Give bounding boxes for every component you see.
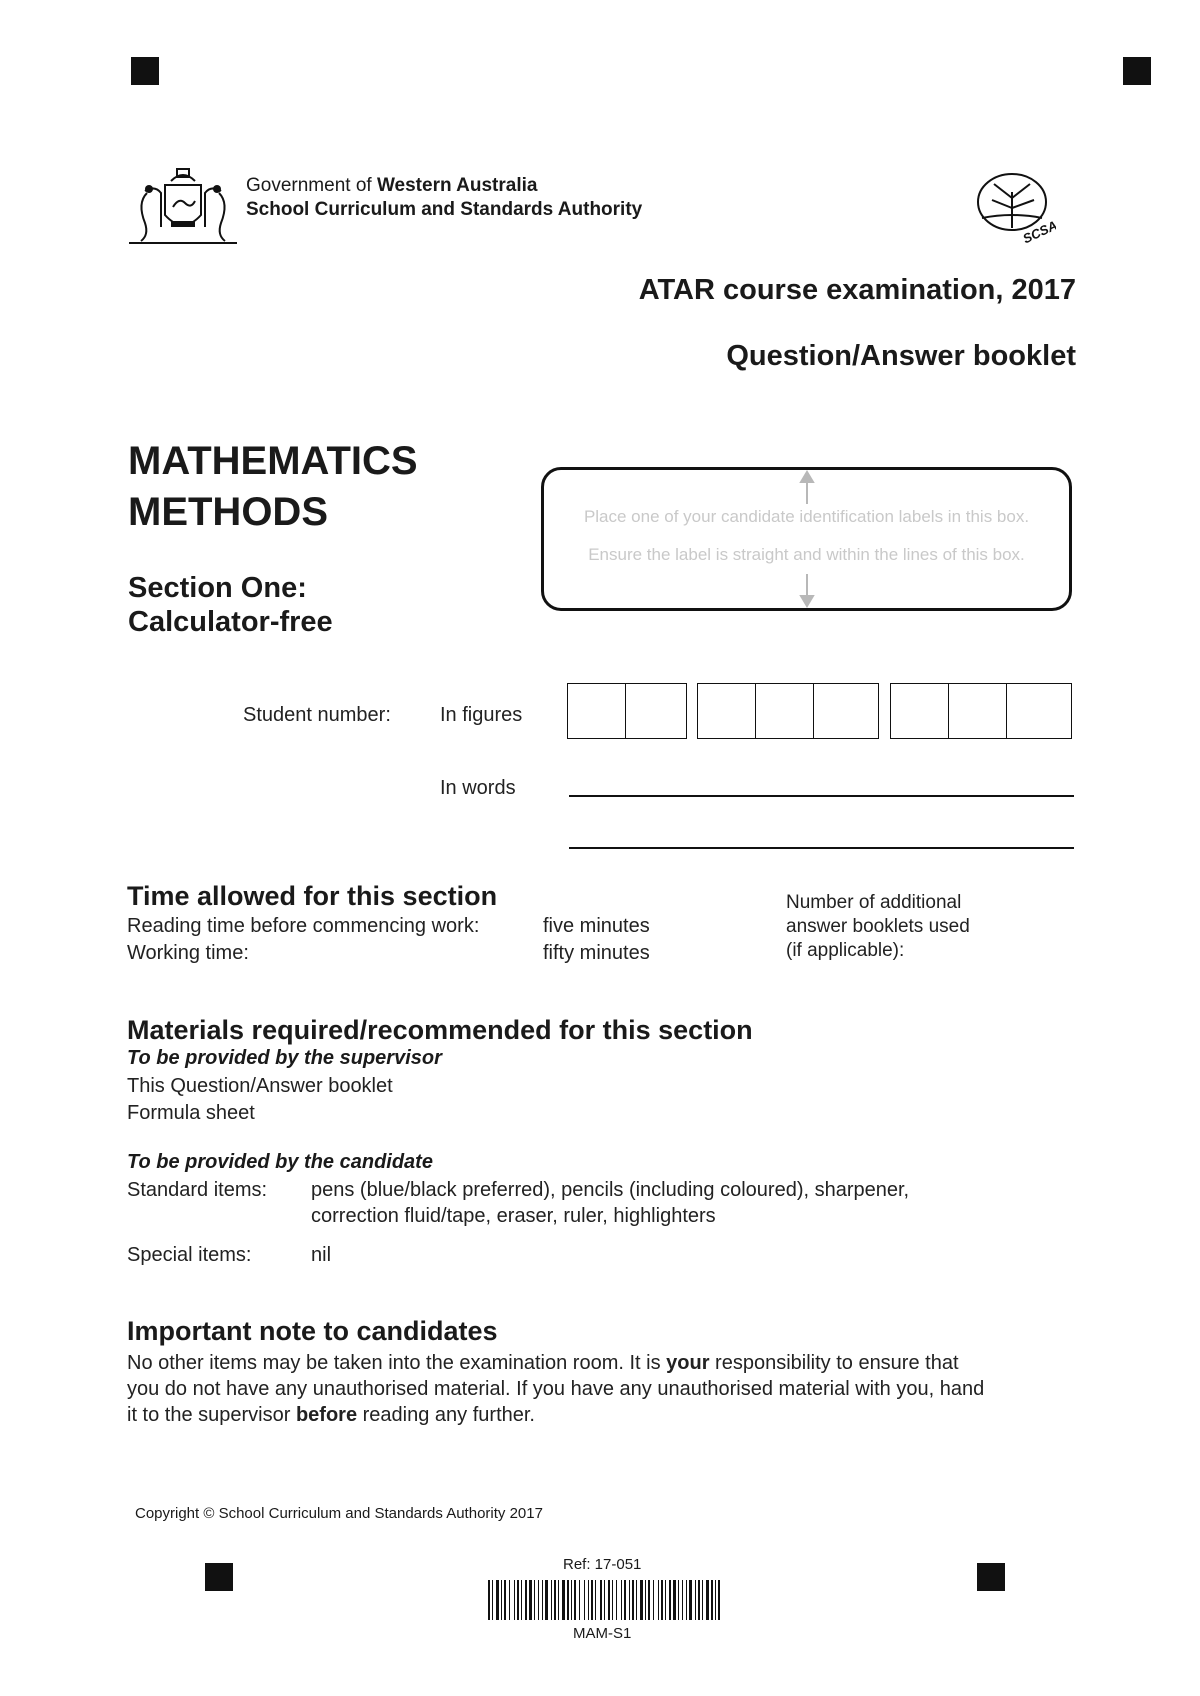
reading-time-value: five minutes (543, 915, 650, 937)
note-text: reading any further. (357, 1404, 535, 1426)
wa-crest-logo (127, 163, 239, 247)
special-items-label: Special items: (127, 1244, 252, 1266)
special-items-value: nil (311, 1244, 332, 1266)
barcode-bar (632, 1580, 634, 1620)
barcode-bar (645, 1580, 646, 1620)
copyright: Copyright © School Curriculum and Standards Authority 2017 (135, 1505, 543, 1522)
booklet-code: MAM-S1 (573, 1625, 632, 1642)
section-line2: Calculator-free (128, 606, 333, 638)
note-text: No other items may be taken into the examination room. It is (127, 1352, 667, 1374)
registration-mark-bottom-left (205, 1563, 233, 1591)
barcode-bar (629, 1580, 630, 1620)
candidate-label-box[interactable] (541, 467, 1072, 611)
subject-title-line1: MATHEMATICS (128, 439, 418, 483)
supervisor-item: This Question/Answer booklet (127, 1075, 393, 1097)
in-words-label: In words (440, 777, 516, 799)
barcode-bar (706, 1580, 709, 1620)
scsa-logo (972, 168, 1056, 244)
barcode-bar (517, 1580, 519, 1620)
barcode-bar (608, 1580, 610, 1620)
digit-cell[interactable] (626, 684, 684, 738)
gov-prefix: Government of (246, 175, 377, 196)
exam-title: ATAR course examination, 2017 (638, 274, 1076, 306)
digit-cell[interactable] (1007, 684, 1065, 738)
barcode-bar (665, 1580, 666, 1620)
working-time-label: Working time: (127, 942, 249, 964)
barcode-bar (661, 1580, 663, 1620)
label-box-instruction-2: Ensure the label is straight and within the lines of this box. (588, 545, 1025, 564)
gov-bold: Western Australia (376, 175, 538, 196)
barcode-bar (718, 1580, 720, 1620)
digit-cell[interactable] (756, 684, 814, 738)
note-emphasis-before: before (295, 1404, 358, 1426)
barcode-bar (521, 1580, 522, 1620)
barcode-bar (488, 1580, 490, 1620)
note-emphasis-your: your (666, 1352, 710, 1374)
barcode-bar (689, 1580, 692, 1620)
barcode-bar (558, 1580, 559, 1620)
barcode-bar (492, 1580, 493, 1620)
barcode-bar (600, 1580, 602, 1620)
barcode-bar (525, 1580, 527, 1620)
time-heading: Time allowed for this section (127, 881, 498, 911)
registration-mark-bottom-right (977, 1563, 1005, 1591)
barcode-bar (574, 1580, 576, 1620)
digit-cell[interactable] (891, 684, 949, 738)
note-text: it to the supervisor (127, 1404, 296, 1426)
barcode-bar (534, 1580, 535, 1620)
barcode-bar (636, 1580, 637, 1620)
standard-items-line2: correction fluid/tape, eraser, ruler, highlighters (311, 1205, 716, 1227)
additional-booklets-line1: Number of additional (786, 892, 962, 913)
student-number-group-2[interactable] (697, 683, 879, 739)
barcode-bar (504, 1580, 506, 1620)
working-time-value: fifty minutes (543, 942, 650, 964)
section-line1: Section One: (128, 572, 307, 604)
barcode-bar (509, 1580, 510, 1620)
barcode-bar (715, 1580, 716, 1620)
barcode-bar (698, 1580, 700, 1620)
barcode-bar (604, 1580, 605, 1620)
barcode-bar (702, 1580, 703, 1620)
barcode-bar (501, 1580, 502, 1620)
label-arrows (797, 470, 817, 608)
scsa-logo-text: SCSA (1020, 217, 1056, 244)
barcode-bar (621, 1580, 622, 1620)
note-text: responsibility to ensure that (709, 1352, 959, 1374)
supervisor-item: Formula sheet (127, 1102, 255, 1124)
digit-cell[interactable] (568, 684, 626, 738)
barcode-bar (588, 1580, 589, 1620)
barcode-bar (595, 1580, 596, 1620)
materials-heading: Materials required/recommended for this section (127, 1015, 753, 1045)
barcode-bar (538, 1580, 539, 1620)
barcode-bar (514, 1580, 515, 1620)
barcode-bar (551, 1580, 552, 1620)
barcode-bar (612, 1580, 613, 1620)
barcode-bar (579, 1580, 580, 1620)
student-number-group-1[interactable] (567, 683, 687, 739)
barcode-bar (529, 1580, 532, 1620)
barcode-bar (571, 1580, 572, 1620)
standard-items-label: Standard items: (127, 1179, 268, 1201)
supervisor-heading: To be provided by the supervisor (127, 1047, 442, 1069)
barcode (488, 1580, 720, 1620)
note-line3 (127, 1402, 535, 1428)
digit-cell[interactable] (814, 684, 872, 738)
barcode-bar (624, 1580, 626, 1620)
barcode-bar (616, 1580, 617, 1620)
barcode-bar (648, 1580, 650, 1620)
barcode-bar (567, 1580, 569, 1620)
barcode-bar (496, 1580, 499, 1620)
in-figures-label: In figures (440, 704, 523, 726)
subject-title-line2: METHODS (128, 490, 328, 534)
reference: Ref: 17-051 (563, 1556, 642, 1573)
digit-cell[interactable] (698, 684, 756, 738)
barcode-bar (673, 1580, 676, 1620)
student-number-label: Student number: (243, 704, 391, 726)
barcode-bar (711, 1580, 713, 1620)
note-heading: Important note to candidates (127, 1316, 498, 1346)
barcode-bar (542, 1580, 543, 1620)
student-number-group-3[interactable] (890, 683, 1072, 739)
barcode-bar (678, 1580, 679, 1620)
registration-mark-top-right (1123, 57, 1151, 85)
in-words-line-1[interactable] (569, 795, 1074, 797)
standard-items-line1: pens (blue/black preferred), pencils (including coloured), sharpener, (311, 1179, 910, 1201)
candidate-heading: To be provided by the candidate (127, 1151, 433, 1173)
barcode-bar (669, 1580, 671, 1620)
barcode-bar (545, 1580, 548, 1620)
additional-booklets-line3: (if applicable): (786, 940, 905, 961)
note-line1 (127, 1350, 959, 1376)
gov-name (246, 174, 537, 198)
barcode-bar (591, 1580, 593, 1620)
barcode-bar (653, 1580, 654, 1620)
barcode-bar (658, 1580, 659, 1620)
barcode-bar (554, 1580, 556, 1620)
in-words-line-2[interactable] (569, 847, 1074, 849)
authority-name: School Curriculum and Standards Authority (246, 199, 643, 220)
label-box-instruction-1: Place one of your candidate identification labels in this box. (583, 507, 1030, 526)
barcode-bar (562, 1580, 565, 1620)
booklet-type: Question/Answer booklet (726, 340, 1076, 372)
reading-time-label: Reading time before commencing work: (127, 915, 480, 937)
note-line2: you do not have any unauthorised material. If you have any unauthorised material with you, hand (127, 1378, 985, 1400)
barcode-bar (584, 1580, 585, 1620)
barcode-bar (640, 1580, 643, 1620)
barcode-bar (682, 1580, 683, 1620)
additional-booklets-line2: answer booklets used (786, 916, 970, 937)
digit-cell[interactable] (949, 684, 1007, 738)
barcode-bar (686, 1580, 687, 1620)
barcode-bar (695, 1580, 696, 1620)
registration-mark-top-left (131, 57, 159, 85)
